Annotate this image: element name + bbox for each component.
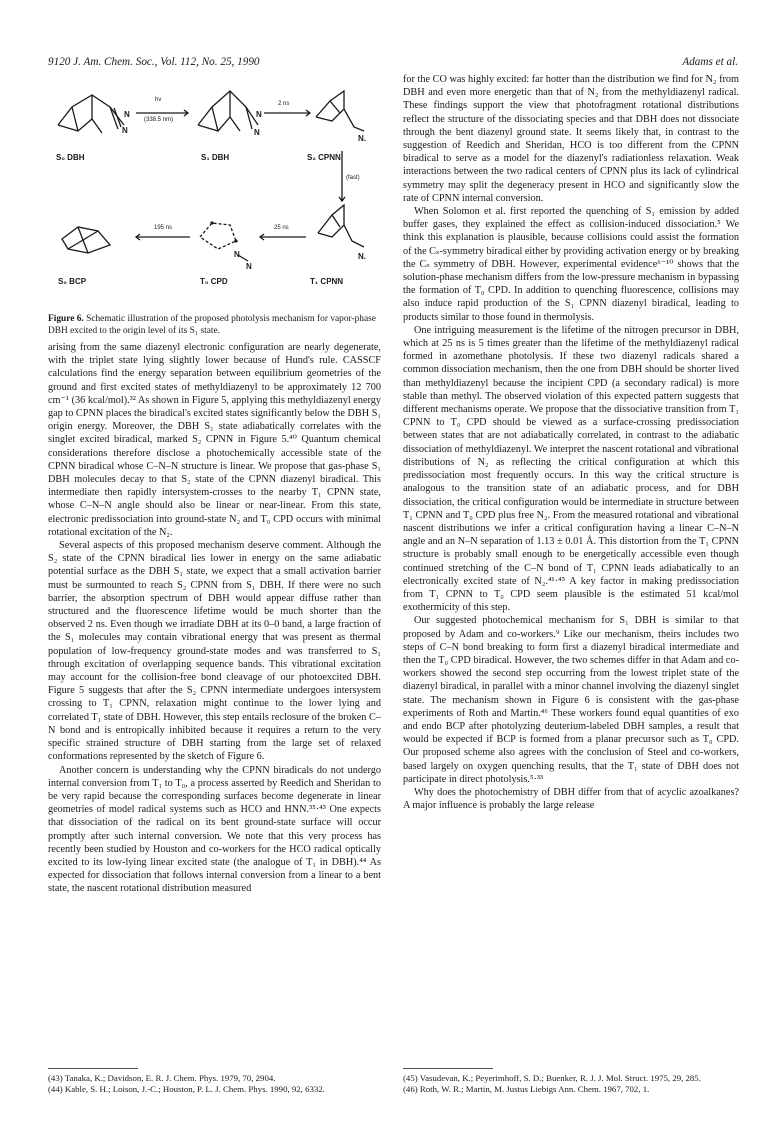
paragraph: for the CO was highly excited: far hotter than the distribution we find for N₂ from DBH and even more energetic than that of N₂ from the methyldiazenyl radical. These findings support the view that photofragment rotational distributions reflect the structure of the dissociating species and that DBH does not dissociate through the bent diazenyl ground state. It seems likely that, in contrast to the suggestion of Reedich and Sheridan, HCO is too different from the CPNN biradical to serve as a model for the diazenyl's radiationless relaxation. Weak interactions between the two radical centers of CPNN plus its lack of cylindrical symmetry may split the degeneracy present in HCO and significantly slow the rate of CPNN internal conversion. — [403, 74, 739, 204]
s2-cpnn-structure — [316, 91, 364, 131]
caption-text: Schematic illustration of the proposed photolysis mechanism for vapor-phase DBH excited to the origin level of its S₁ state. — [48, 314, 376, 336]
svg-text:N.: N. — [358, 134, 366, 143]
label-s2-cpnn: S₂ CPNN — [307, 153, 341, 162]
label-fast: (fast) — [346, 175, 360, 181]
paragraph: Another concern is understanding why the CPNN biradicals do not undergo internal conversion from T₁ to T₀, a process asserted by Reedich and Sheridan to be very rapid because the corresponding surfaces become degenerate in linear geometries of model radical systems such as HCO and HNN.³⁵·⁴³ One expects that dissociation of the radical on its bent ground-state surface will occur promptly after such internal conversion. We note that this very process has recently been studied by Houston and co-workers for the HCO radical optically excited to its low-lying linear excited state (the analogue of T₁ in DBH).⁴⁴ As expected for dissociation that follows internal conversion from a linear to a bent state, the nascent rotational distribution measured — [48, 764, 381, 895]
scheme-drawing — [48, 73, 381, 305]
footnote-44: (44) Kable, S. H.; Loison, J.-C.; Houston, P. L. J. Chem. Phys. 1990, 92, 6332. — [48, 1084, 325, 1094]
footnote-45: (45) Vasudevan, K.; Peyerimhoff, S. D.; Buenker, R. J. J. Mol. Struct. 1975, 29, 285. — [403, 1073, 701, 1083]
paragraph: Why does the photochemistry of DBH differ from that of acyclic azoalkanes? A major influence is probably the large release — [403, 786, 739, 812]
label-s0-bcp: S₀ BCP — [58, 277, 87, 286]
right-column — [403, 73, 739, 812]
footnotes-right — [403, 1073, 739, 1095]
label-hv: hν — [155, 97, 162, 103]
footnote-rule-left — [48, 1068, 138, 1069]
s1-dbh-structure — [198, 91, 258, 131]
paragraph: Several aspects of this proposed mechanism deserve comment. Although the S₂ state of the CPNN biradical lies lower in energy on the same adiabatic potential surface as the DBH S₁ state, we expect that a small activation barrier must be surmounted to reach S₂ CPNN from S₁ DBH. If there were no such barrier, the absorption spectrum of DBH would appear diffuse rather than structured and the fluorescence lifetime would be much shorter than the observed 2 ns. Even though we irradiate DBH at its 0–0 band, a large fraction of the S₁ molecules may contain vibrational energy that was present as thermal population of low-frequency ground-state modes and was transferred to S₁ through excitation of overlapping sequence bands. This vibrational excitation may account for the collision-free bond cleavage of our photoexcited DBH. Figure 5 suggests that after the S₂ CPNN intermediate undergoes intersystem crossing to T₁ CPNN, relaxation might continue to the lower lying and correlated T₁ state of DBH. However, this step entails reclosure of the broken C–N bond and is entropically inhibited because it requires a return to the very specific strained structure of DBH starting from the large set of relaxed conformations represented by the sketch of Figure 6. — [48, 540, 381, 763]
figure-caption — [48, 314, 381, 338]
s0-dbh-structure — [58, 95, 124, 133]
svg-text:N: N — [254, 128, 260, 137]
header-journal: 9120 J. Am. Chem. Soc., Vol. 112, No. 25, 1990 — [48, 56, 260, 68]
s0-bcp-structure — [62, 227, 110, 253]
header-authors: Adams et al. — [682, 56, 738, 68]
running-header — [48, 56, 738, 72]
label-2ns: 2 ns — [278, 101, 290, 107]
svg-text:N: N — [234, 250, 240, 259]
svg-text:N: N — [246, 262, 252, 271]
label-s0-dbh: S₀ DBH — [56, 153, 85, 162]
caption-label: Figure 6. — [48, 314, 84, 324]
footnote-rule-right — [403, 1068, 493, 1069]
footnotes-left — [48, 1073, 381, 1095]
label-hv-nm: (338.5 nm) — [144, 117, 174, 123]
svg-text:N.: N. — [358, 252, 366, 261]
label-195ns: 195 ns — [154, 225, 173, 231]
left-column — [48, 341, 381, 896]
label-t1-cpnn: T₁ CPNN — [310, 277, 344, 286]
svg-text:N: N — [124, 110, 130, 119]
t1-cpnn-structure — [318, 205, 364, 247]
label-25ns: 25 ns — [274, 225, 289, 231]
label-s1-dbh: S₁ DBH — [201, 153, 230, 162]
svg-text:N: N — [256, 110, 262, 119]
figure-6-scheme — [48, 73, 381, 305]
t0-cpd-structure — [200, 221, 248, 261]
paragraph: arising from the same diazenyl electronic configuration are nearly degenerate, with the triplet state lying slightly lower because of Hund's rule. CASSCF calculations find the energy separation between equilibrium geometries of the ground and first excited states of methyldiazenyl to be approximately 12 700 cm⁻¹ (36 kcal/mol).³² As shown in Figure 5, applying this methyldiazenyl energy gap to CPNN places the biradical's excited states significantly below the DBH S₁ origin energy. Moreover, the DBH S₁ state adiabatically correlates with the singlet excited biradical, marked S₂ CPNN in Figure 5.⁴⁰ Quantum chemical considerations therefore disclose a photochemically accessible state of the CPNN biradical whose C–N–N structure is linear. We propose that gas-phase S₁ DBH molecules decay to that S₂ state of the CPNN diazenyl biradical. This intermediate then rapidly intersystem-crosses to the nearby T₁ CPNN state, whose C–N–N angle should also be linear or near-linear. From this state, electronic predissociation into ground-state N₂ and T₀ CPD occurs with minimal rotational excitation of the N₂. — [48, 342, 381, 538]
footnote-43: (43) Tanaka, K.; Davidson, E. R. J. Chem. Phys. 1979, 70, 2904. — [48, 1073, 276, 1083]
paragraph: When Solomon et al. first reported the quenching of S₁ emission by added buffer gases, they explained the effect as collision-induced dissociation.⁵ We think this explanation is plausible, because collisions could assist the formation of the Cₛ-symmetry biradical either by providing activation energy or by breaking the Cₛ symmetry of DBH. However, experimental evidence⁶⁻¹⁰ shows that the solution-phase mechanism differs from the low-pressure mechanism in bypassing the formation of T₀ CPD. In addition to quenching fluorescence, collisions may also induce rapid production of the S₁ CPNN diazenyl biradical, leading to products similar to those found in thermolysis. — [403, 206, 740, 323]
label-t0-cpd: T₀ CPD — [200, 277, 228, 286]
svg-text:N: N — [122, 126, 128, 135]
paragraph: Our suggested photochemical mechanism for S₁ DBH is similar to that proposed by Adam and co-workers.⁹ Like our mechanism, theirs includes two steps of C–N bond breaking to form first a diazenyl biradical intermediate and then the T₀ CPD biradical. However, the two schemes differ in that Adam and co-workers showed the second step occurring from the lowest triplet state of the diazenyl biradical, in parallel with a minor channel involving the diazenyl singlet state. The mechanism shown in Figure 6 is consistent with the gas-phase experiments of Roth and Martin.⁴⁶ These workers found equal quantities of exo and endo BCP after photolyzing deuterium-labeled DBH samples, a result that would be expected if BCP is formed from a planar precursor such as T₀ CPD. Our proposed scheme also agrees with the conclusion of Steel and co-workers, based largely on oxygen quenching results, that the T₁ state of DBH does not participate in direct photolysis.⁵·³³ — [403, 615, 739, 785]
paragraph: One intriguing measurement is the lifetime of the nitrogen precursor in DBH, which at 25 ns is 5 times greater than the lifetime of the methyldiazenyl radical formed in azomethane photolysis. If these two diazenyl radicals shared a common dissociation mechanism, then the one from DBH should be shorter lived than methyldiazenyl because the incipient CPD (a secondary radical) is more stable than methyl. The observed violation of this expected pattern suggests that different mechanisms operate. We propose that the dissociative transition from T₁ CPNN to T₀ CPD should be viewed as a surface-crossing predissociation between states that are not adiabatically correlated, in contrast to the adiabatic dissociation of methyldiazenyl. We interpret the nascent rotational and vibrational distributions of N₂ as reflecting the critical configuration at which this predissociation most frequently occurs. In this way the critical structure is analogous to the transition state of an adiabatic process, and for DBH dissociation, the critical configuration would be intermediate in structure between T₁ CPNN and T₀ CPD plus free N₂. From the measured rotational and vibrational nascent distributions we infer a critical configuration having a linear C–N–N angle and an N–N separation of 1.13 ± 0.01 Å. This distortion from the T₁ CPNN structure is probably small enough to be energetically accessible even though continued stretching of the C–N bond of T₁ CPNN leads adiabatically to an electronically excited state of N₂.⁴¹·⁴⁵ A key factor in making predissociation from T₁ CPNN to T₀ CPD seem plausible is the estimated 51 kcal/mol exothermicity of this step. — [403, 324, 739, 614]
footnote-46: (46) Roth, W. R.; Martin, M. Justus Liebigs Ann. Chem. 1967, 702, 1. — [403, 1084, 650, 1094]
